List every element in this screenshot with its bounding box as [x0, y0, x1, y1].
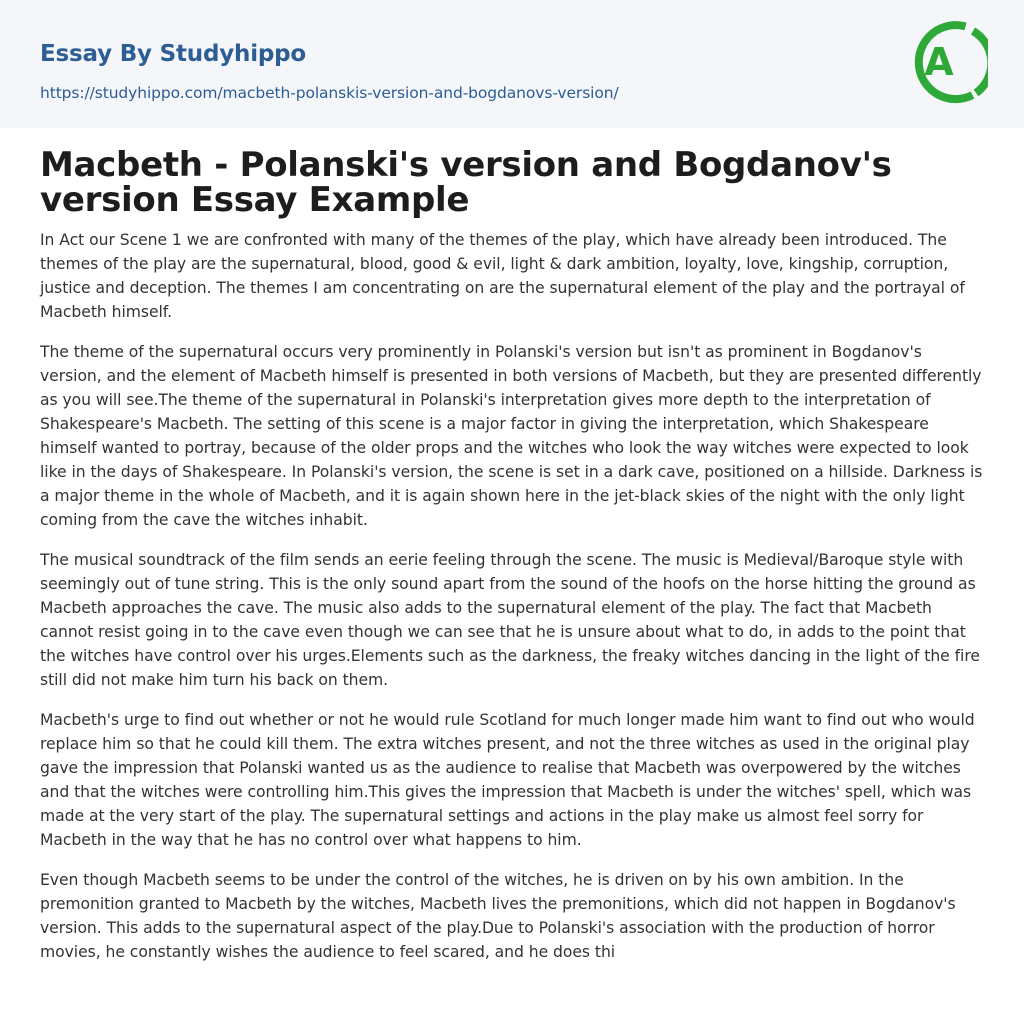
studyhippo-logo-icon[interactable]	[910, 18, 988, 106]
article	[40, 145, 988, 980]
logo-ring-accent	[973, 31, 988, 93]
logo-letter: A	[924, 40, 954, 84]
article-paragraph-4: Macbeth's urge to find out whether or not he would rule Scotland for much longer made him want to find out who would replace him so that he could kill them. The extra witches present, and not the three witches as used in the original play gave the impression that Polanski wanted us as the audience to realise that Macbeth was overpowered by the witches and that the witches were controlling him.This gives the impression that Macbeth is under the witches' spell, which was made at the very start of the play. The supernatural settings and actions in the play make us almost feel sorry for Macbeth in the way that he has no control over what happens to him.	[40, 711, 975, 849]
article-title: Macbeth - Polanski's version and Bogdanov's version Essay Example	[40, 145, 892, 220]
site-brand[interactable]: Essay By Studyhippo	[40, 41, 307, 67]
article-paragraph-2: The theme of the supernatural occurs very prominently in Polanski's version but isn't as prominent in Bogdanov's version, and the element of Macbeth himself is presented in both versions of Macbeth, but they are presented differently as you will see.The theme of the supernatural in Polanski's interpretation gives more depth to the interpretation of Shakespeare's Macbeth. The setting of this scene is a major factor in giving the interpretation, which Shakespeare himself wanted to portray, because of the older props and the witches who look the way witches were expected to look like in the days of Shakespeare. In Polanski's version, the scene is set in a dark cave, positioned on a hillside. Darkness is a major theme in the whole of Macbeth, and it is again shown here in the jet-black skies of the night with the only light coming from the cave the witches inhabit.	[40, 343, 983, 529]
article-paragraph-3: The musical soundtrack of the film sends an eerie feeling through the scene. The music is Medieval/Baroque style with seemingly out of tune string. This is the only sound apart from the sound of the hoofs on the horse hitting the ground as Macbeth approaches the cave. The music also adds to the supernatural element of the play. The fact that Macbeth cannot resist going in to the cave even though we can see that he is unsure about what to do, in adds to the point that the witches have control over his urges.Elements such as the darkness, the freaky witches dancing in the light of the fire still did not make him turn his back on them.	[40, 551, 980, 689]
article-paragraph-1: In Act our Scene 1 we are confronted with many of the themes of the play, which have already been introduced. The themes of the play are the supernatural, blood, good & evil, light & dark ambition, loyalty, love, kingship, corruption, justice and deception. The themes I am concentrating on are the supernatural element of the play and the portrayal of Macbeth himself.	[40, 231, 965, 321]
article-paragraph-5: Even though Macbeth seems to be under the control of the witches, he is driven on by his own ambition. In the premonition granted to Macbeth by the witches, Macbeth lives the premonitions, which did not happen in Bogdanov's version. This adds to the supernatural aspect of the play.Due to Polanski's association with the production of horror movies, he constantly wishes the audience to feel scared, and he does thi	[40, 871, 956, 961]
page-url-link[interactable]: https://studyhippo.com/macbeth-polanskis-version-and-bogdanovs-version/	[40, 84, 619, 102]
site-header	[0, 0, 1024, 128]
